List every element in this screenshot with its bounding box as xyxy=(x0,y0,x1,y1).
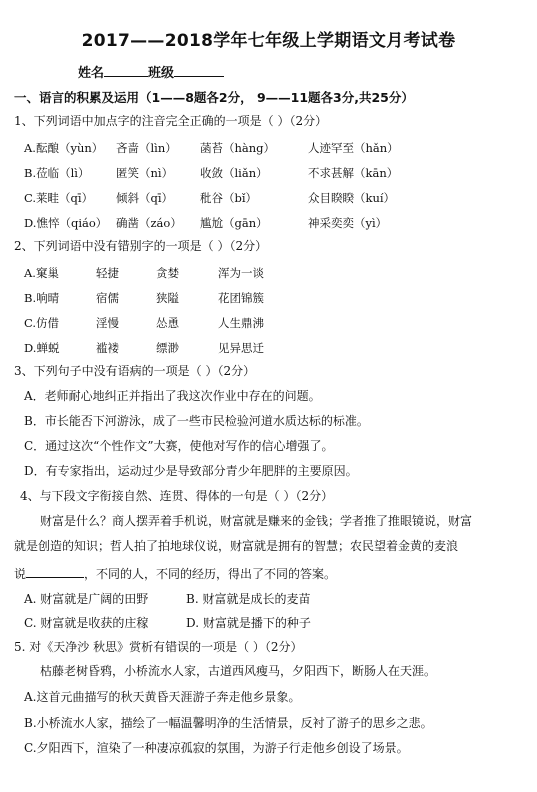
name-blank xyxy=(104,63,148,77)
q2-b-3: 狭隘 xyxy=(156,291,179,305)
q2-a-1: A.窠巢 xyxy=(24,266,59,280)
q1-b-1: B.莅临（lì） xyxy=(24,166,90,180)
q2-a-4: 浑为一谈 xyxy=(218,266,264,280)
q2-a-2: 轻捷 xyxy=(96,266,119,280)
question-4-stem: 4、与下段文字衔接自然、连贯、得体的一句是（ ）（2分） xyxy=(20,489,334,503)
question-5-stem: 5. 对《天净沙 秋思》赏析有错误的一项是（ ）（2分） xyxy=(14,640,303,654)
name-label: 姓名 xyxy=(78,66,105,81)
q1-d-4: 神采奕奕（yì） xyxy=(308,216,388,230)
q2-c-1: C.仿借 xyxy=(24,316,60,330)
q4-paragraph-line-2: 就是创造的知识；哲人拍了拍地球仪说，财富就是拥有的智慧；农民望着金黄的麦浪 xyxy=(14,539,459,553)
exam-title: 2017——2018学年七年级上学期语文月考试卷 xyxy=(81,31,456,51)
q3-option-d: D．有专家指出，运动过少是导致部分青少年肥胖的主要原因。 xyxy=(24,464,358,478)
student-info-line xyxy=(78,62,224,81)
q5-poem: 枯藤老树昏鸦，小桥流水人家，古道西风瘦马，夕阳西下，断肠人在天涯。 xyxy=(40,664,437,678)
q2-c-3: 怂恿 xyxy=(156,316,179,330)
q1-a-1: A.酝酿（yùn） xyxy=(24,141,104,155)
q1-a-2: 吝啬（lìn） xyxy=(116,141,177,155)
q2-b-2: 宿儒 xyxy=(96,291,119,305)
q1-a-4: 人迹罕至（hǎn） xyxy=(308,141,399,155)
q4-paragraph-line-1: 财富是什么？商人摆弄着手机说，财富就是赚来的金钱；学者推了推眼镜说，财富 xyxy=(40,514,473,528)
q4-answer-blank xyxy=(26,564,84,578)
q1-d-3: 尴尬（gān） xyxy=(200,216,268,230)
q1-c-1: C.莱畦（qī） xyxy=(24,191,94,205)
class-blank xyxy=(174,63,224,77)
q1-a-3: 菡苔（hàng） xyxy=(200,141,276,155)
q1-c-3: 秕谷（bǐ） xyxy=(200,191,258,205)
q4-option-d: D. 财富就是播下的种子 xyxy=(186,616,311,630)
q1-d-1: D.憔悴（qiáo） xyxy=(24,216,108,230)
q5-option-a: A.这首元曲描写的秋天黄昏天涯游子奔走他乡景象。 xyxy=(24,690,301,704)
q2-d-1: D.蝉蜕 xyxy=(24,341,60,355)
q3-option-b: B．市长能否下河游泳，成了一些市民检验河道水质达标的标准。 xyxy=(24,414,369,428)
q1-b-2: 匿笑（nì） xyxy=(116,166,174,180)
question-2-stem: 2、下列词语中没有错别字的一项是（ ）（2分） xyxy=(14,239,268,253)
q4-option-a: A. 财富就是广阔的田野 xyxy=(24,592,149,606)
q1-b-4: 不求甚解（kān） xyxy=(308,166,399,180)
q1-c-4: 众目睽睽（kuí） xyxy=(308,191,396,205)
question-1-stem: 1、下列词语中加点字的注音完全正确的一项是（ ）（2分） xyxy=(14,114,328,128)
q5-option-c: C.夕阳西下，渲染了一种凄凉孤寂的氛围，为游子行走他乡创设了场景。 xyxy=(24,741,409,755)
q2-c-2: 淫慢 xyxy=(96,316,119,330)
q4-option-c: C. 财富就是收获的庄稼 xyxy=(24,616,149,630)
class-label: 班级 xyxy=(148,66,175,81)
section-heading: 一、语言的积累及运用（1——8题各2分， 9——11题各3分,共25分） xyxy=(14,90,414,105)
q4-paragraph-post: ，不同的人，不同的经历，得出了不同的答案。 xyxy=(84,567,337,581)
q3-option-c: C．通过这次“个性作文”大赛，使他对写作的信心增强了。 xyxy=(24,439,334,453)
q2-b-1: B.响晴 xyxy=(24,291,60,305)
q4-paragraph-pre: 说 xyxy=(14,567,27,581)
q1-c-2: 倾斜（qī） xyxy=(116,191,174,205)
q2-b-4: 花团锦簇 xyxy=(218,291,264,305)
question-3-stem: 3、下列句子中没有语病的一项是（ ）（2分） xyxy=(14,364,256,378)
q2-a-3: 贪婪 xyxy=(156,266,179,280)
q1-b-3: 收敛（liǎn） xyxy=(200,166,268,180)
q5-option-b: B.小桥流水人家，描绘了一幅温馨明净的生活情景，反衬了游子的思乡之悲。 xyxy=(24,716,433,730)
q2-d-2: 褴褛 xyxy=(96,341,119,355)
q4-paragraph-line-3 xyxy=(14,564,336,581)
q4-option-b: B. 财富就是成长的麦苗 xyxy=(186,592,311,606)
q2-d-4: 见异思迁 xyxy=(218,341,264,355)
q2-c-4: 人生鼎沸 xyxy=(218,316,264,330)
q2-d-3: 缥渺 xyxy=(156,341,179,355)
q1-d-2: 确凿（záo） xyxy=(116,216,182,230)
q3-option-a: A．老师耐心地纠正并指出了我这次作业中存在的问题。 xyxy=(24,389,321,403)
